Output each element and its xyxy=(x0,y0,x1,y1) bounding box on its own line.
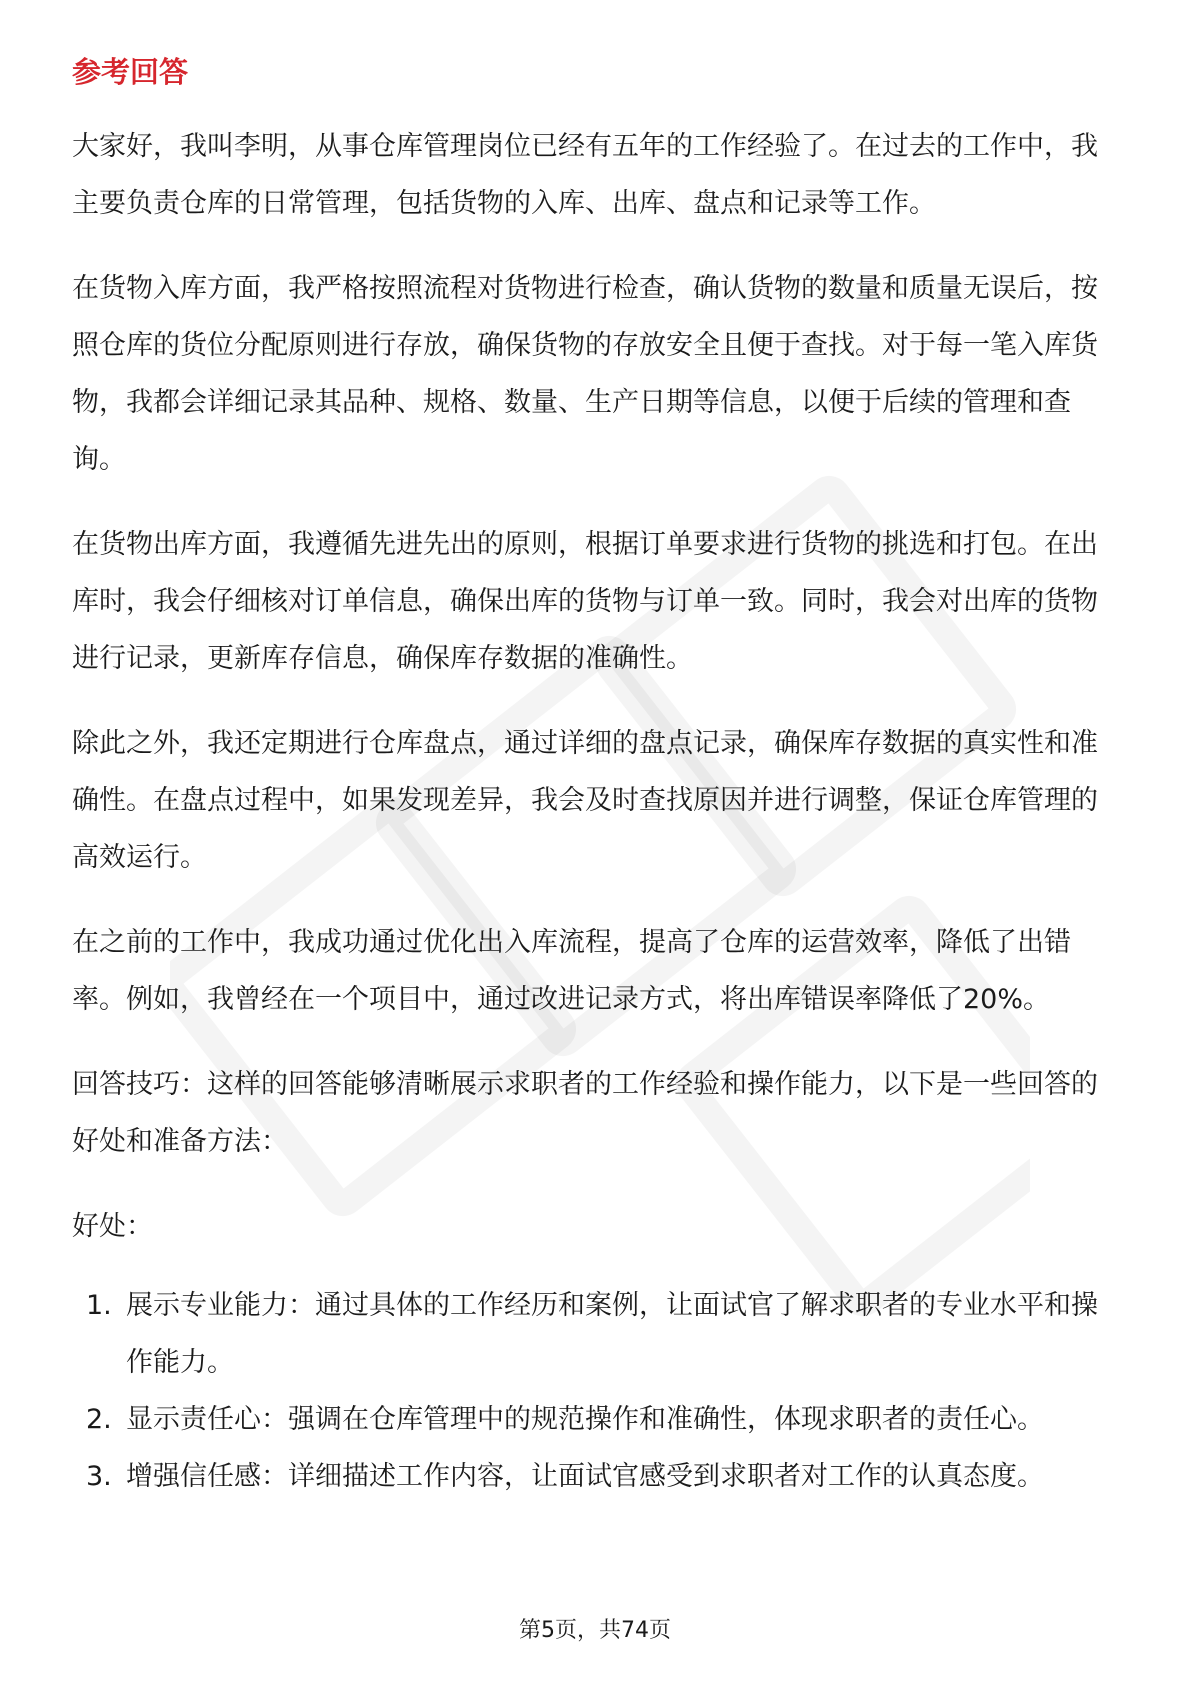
paragraph-outbound: 在货物出库方面，我遵循先进先出的原则，根据订单要求进行货物的挑选和打包。在出库时，我会仔细核对订单信息，确保出库的货物与订单一致。同时，我会对出库的货物进行记录，更新库存信息，确保库存数据的准确性。 xyxy=(72,529,1098,674)
section-heading: 参考回答 xyxy=(72,55,189,89)
list-item xyxy=(72,1277,1122,1391)
page-footer: 第5页，共74页 xyxy=(519,1618,671,1643)
list-item xyxy=(72,1391,1122,1448)
list-item-number: 2. xyxy=(86,1404,112,1435)
paragraph-intro: 大家好，我叫李明，从事仓库管理岗位已经有五年的工作经验了。在过去的工作中，我主要负责仓库的日常管理，包括货物的入库、出库、盘点和记录等工作。 xyxy=(72,131,1098,219)
paragraph-inventory: 除此之外，我还定期进行仓库盘点，通过详细的盘点记录，确保库存数据的真实性和准确性。在盘点过程中，如果发现差异，我会及时查找原因并进行调整，保证仓库管理的高效运行。 xyxy=(72,728,1098,873)
benefits-title: 好处： xyxy=(72,1211,153,1242)
list-item-text: 显示责任心：强调在仓库管理中的规范操作和准确性，体现求职者的责任心。 xyxy=(126,1404,1044,1435)
list-item-number: 3. xyxy=(86,1461,112,1492)
list-item xyxy=(72,1448,1122,1505)
page-content xyxy=(72,48,1122,1505)
benefits-list xyxy=(72,1277,1122,1505)
paragraph-achievement: 在之前的工作中，我成功通过优化出入库流程，提高了仓库的运营效率，降低了出错率。例如，我曾经在一个项目中，通过改进记录方式，将出库错误率降低了20%。 xyxy=(72,927,1071,1015)
list-item-text: 展示专业能力：通过具体的工作经历和案例，让面试官了解求职者的专业水平和操作能力。 xyxy=(126,1290,1098,1378)
list-item-text: 增强信任感：详细描述工作内容，让面试官感受到求职者对工作的认真态度。 xyxy=(126,1461,1044,1492)
list-item-number: 1. xyxy=(86,1290,112,1321)
paragraph-inbound: 在货物入库方面，我严格按照流程对货物进行检查，确认货物的数量和质量无误后，按照仓库的货位分配原则进行存放，确保货物的存放安全且便于查找。对于每一笔入库货物，我都会详细记录其品种、规格、数量、生产日期等信息，以便于后续的管理和查询。 xyxy=(72,273,1098,475)
paragraph-tips: 回答技巧：这样的回答能够清晰展示求职者的工作经验和操作能力，以下是一些回答的好处和准备方法： xyxy=(72,1069,1098,1157)
